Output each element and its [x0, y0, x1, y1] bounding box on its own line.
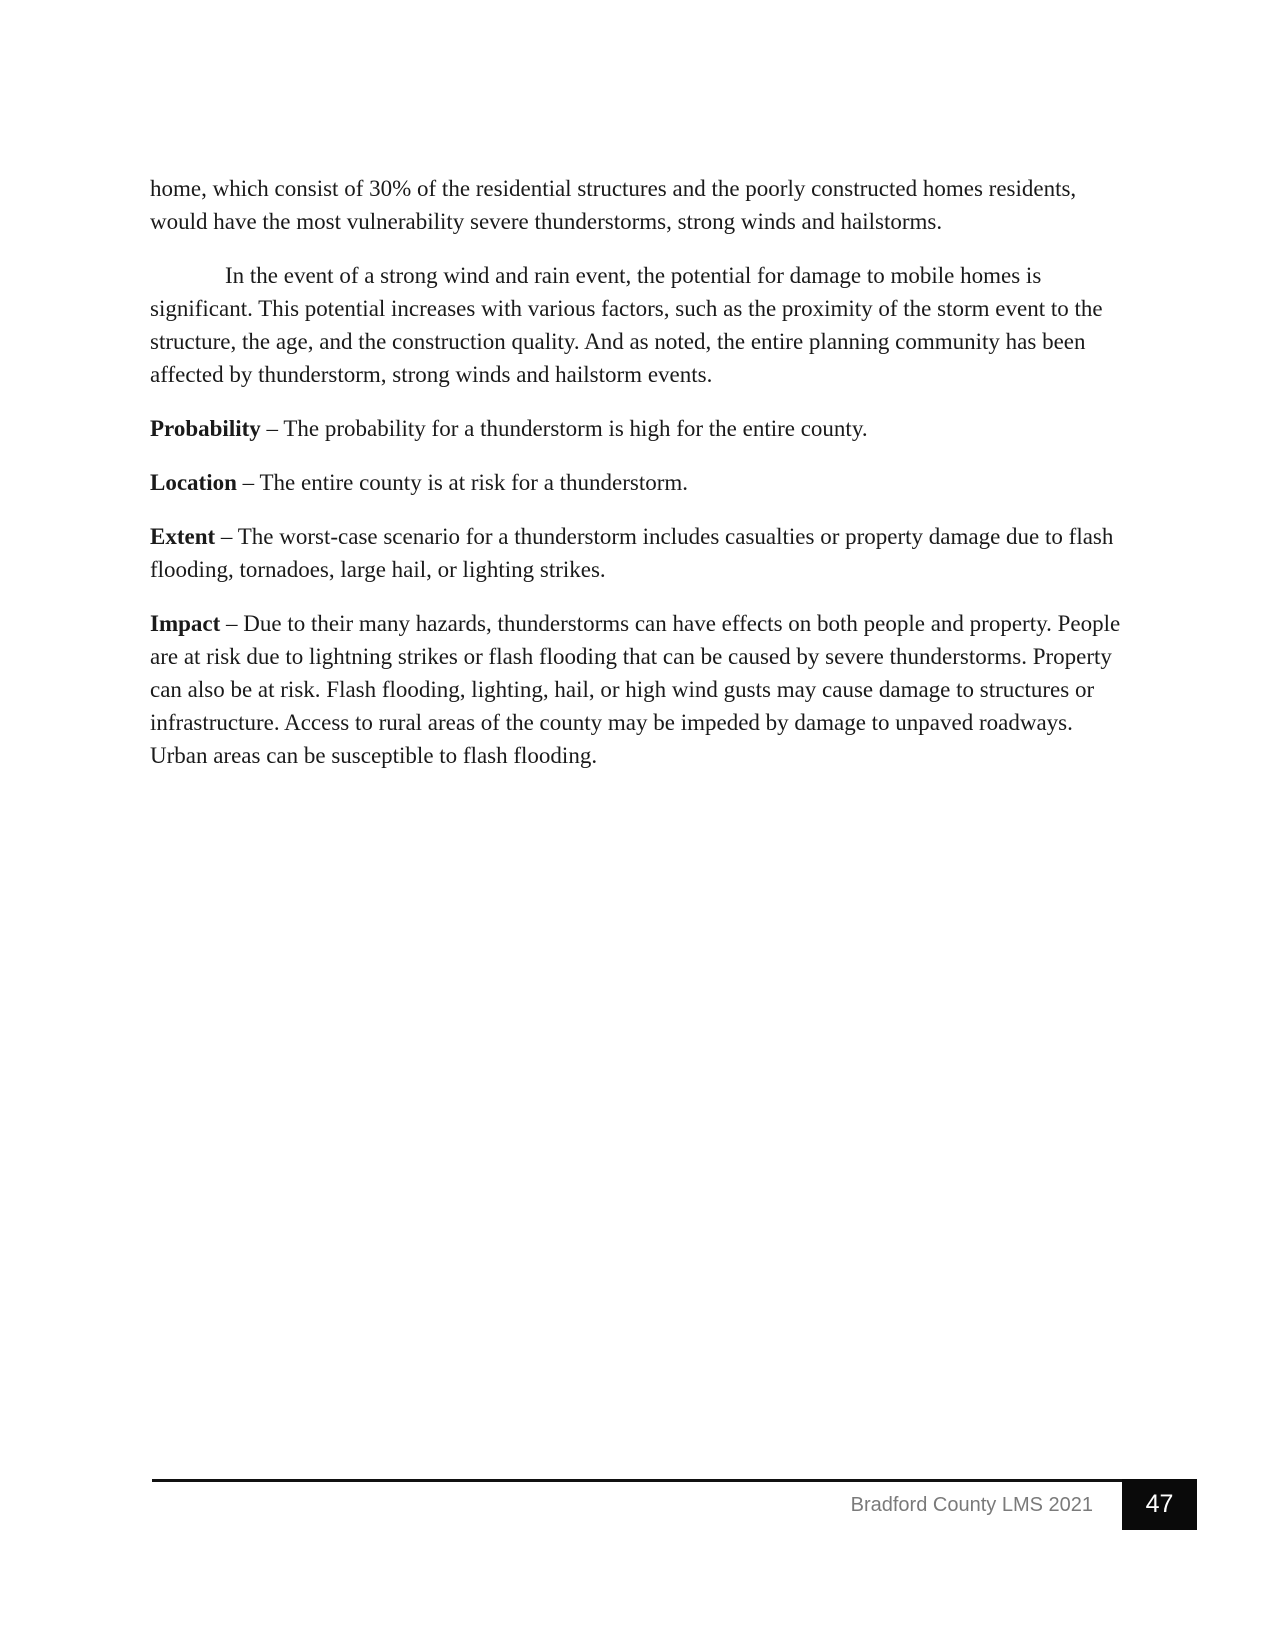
paragraph-mobile-homes: In the event of a strong wind and rain event, the potential for damage to mobile homes is significant. This potential increases with various factors, such as the proximity of the storm event to the structure, the age, and the construction quality. And as noted, the entire planning community has been affected by thunderstorm, strong winds and hailstorm events.	[150, 263, 1103, 387]
section-impact	[150, 607, 1135, 772]
page-number: 47	[1145, 1490, 1174, 1518]
footer-divider	[152, 1479, 1152, 1482]
page-body	[150, 172, 1135, 793]
probability-text: – The probability for a thunderstorm is high for the entire county.	[260, 416, 868, 441]
probability-heading: Probability	[150, 416, 261, 441]
location-text: – The entire county is at risk for a thunderstorm.	[236, 470, 689, 495]
footer-title: Bradford County LMS 2021	[850, 1494, 1093, 1516]
location-heading: Location	[150, 470, 237, 495]
extent-heading: Extent	[150, 524, 216, 549]
impact-heading: Impact	[150, 611, 221, 636]
section-probability	[150, 412, 1135, 445]
paragraph-vulnerability: home, which consist of 30% of the residential structures and the poorly constructed homes residents, would have the most vulnerability severe thunderstorms, strong winds and hailstorms.	[150, 176, 1077, 234]
section-location	[150, 466, 1135, 499]
impact-text: – Due to their many hazards, thunderstorms can have effects on both people and property. People are at risk due to lightning strikes or flash flooding that can be caused by severe thunderstorms. Property can also be at risk. Flash flooding, lighting, hail, or high wind gusts may cause damage to structures or infrastructure. Access to rural areas of the county may be impeded by damage to unpaved roadways. Urban areas can be susceptible to flash flooding.	[150, 611, 1121, 768]
extent-text: – The worst-case scenario for a thunderstorm includes casualties or property damage due to flash flooding, tornadoes, large hail, or lighting strikes.	[150, 524, 1114, 582]
page-number-badge	[1122, 1479, 1197, 1530]
section-extent	[150, 520, 1135, 586]
